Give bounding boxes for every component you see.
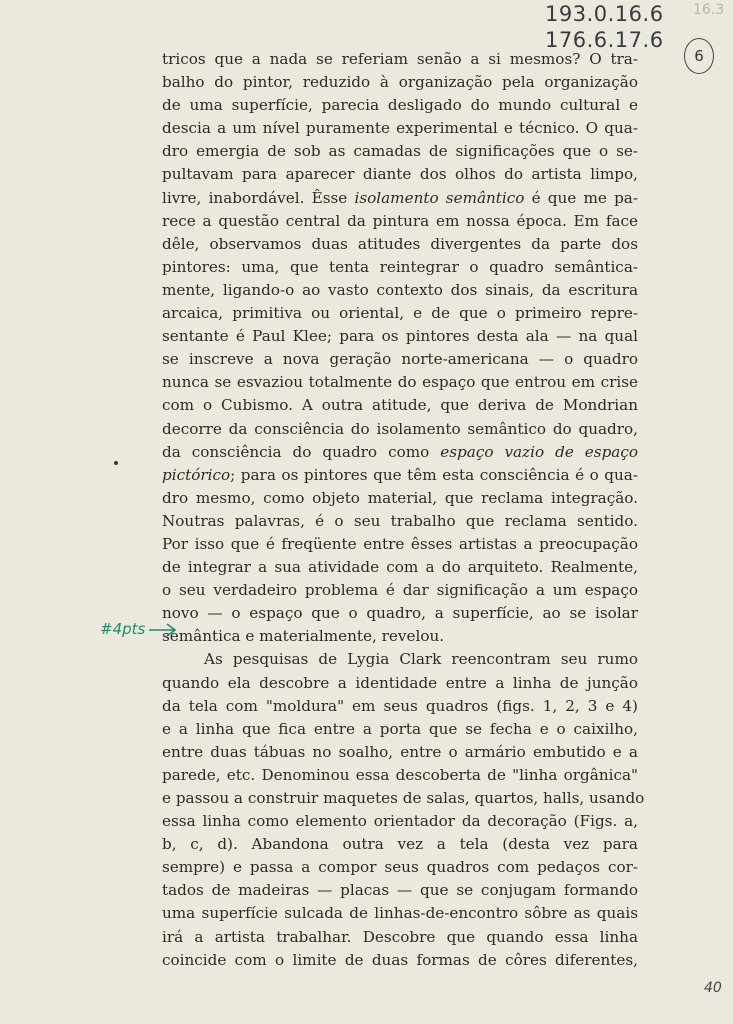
text-line: rece a questão central da pintura em nossa época. Em face xyxy=(162,211,638,230)
text-line: tricos que a nada se referiam senão a si mesmos? O tra- xyxy=(162,50,638,68)
italic-phrase: isolamento semântico xyxy=(354,188,525,207)
text-line xyxy=(162,187,638,210)
text-line: decorre da consciência do isolamento semântico do quadro, xyxy=(162,419,638,438)
archive-code-2: 176.6.17.6 xyxy=(545,28,664,52)
text-segment: livre, inabordável. Êsse xyxy=(162,188,355,207)
text-line: tados de madeiras — placas — que se conjugam formando xyxy=(162,881,638,900)
text-line: novo — o espaço que o quadro, a superfície, ao se isolar xyxy=(162,604,638,623)
archive-code-1: 193.0.16.6 xyxy=(545,2,664,26)
text-line: pintores: uma, que tenta reintegrar o quadro semântica- xyxy=(162,257,638,276)
page-number: 6 xyxy=(694,47,704,65)
text-line: e a linha que fica entre a porta que se fecha e o caixilho, xyxy=(162,719,638,738)
text-segment: ; para os pintores que têm esta consciência é o qua- xyxy=(230,465,638,484)
text-line: quando ela descobre a identidade entre a linha de junção xyxy=(162,673,638,692)
text-line xyxy=(162,441,638,464)
text-line: de integrar a sua atividade com a do arquiteto. Realmente, xyxy=(162,558,638,577)
text-line: coincide com o limite de duas formas de côres diferentes, xyxy=(162,950,638,969)
text-line: o seu verdadeiro problema é dar significação a um espaço xyxy=(162,581,638,600)
faint-stamp: 16.3 xyxy=(693,2,725,18)
text-line: e passou a construir maquetes de salas, quartos, halls, usando xyxy=(162,789,645,807)
text-line: arcaica, primitiva ou oriental, e de que o primeiro repre- xyxy=(162,304,638,323)
text-line: sempre) e passa a compor seus quadros com pedaços cor- xyxy=(162,858,638,877)
text-line: As pesquisas de Lygia Clark reencontram seu rumo xyxy=(204,650,638,669)
italic-phrase: espaço vazio de espaço xyxy=(440,442,639,461)
text-line xyxy=(162,464,638,487)
text-line: descia a um nível puramente experimental e técnico. O qua- xyxy=(162,119,638,138)
text-line: nunca se esvaziou totalmente do espaço que entrou em crise xyxy=(162,373,638,392)
text-line: de uma superfície, parecia desligado do mundo cultural e xyxy=(162,96,638,115)
text-line: dêle, observamos duas atitudes divergentes da parte dos xyxy=(162,234,638,253)
circled-page-number xyxy=(684,38,714,74)
margin-note: #4pts xyxy=(100,620,146,638)
margin-dot xyxy=(114,461,118,465)
text-line: uma superfície sulcada de linhas-de-encontro sôbre as quais xyxy=(162,904,638,923)
text-line: dro mesmo, como objeto material, que reclama integração. xyxy=(162,488,638,507)
text-line: b, c, d). Abandona outra vez a tela (desta vez para xyxy=(162,835,638,854)
text-segment: da consciência do quadro como xyxy=(162,442,441,461)
text-line: com o Cubismo. A outra atitude, que deriva de Mondrian xyxy=(162,396,638,415)
folio-number: 40 xyxy=(704,980,722,996)
text-line: Por isso que é freqüente entre êsses artistas a preocupação xyxy=(162,534,638,553)
text-line: essa linha como elemento orientador da decoração (Figs. a, xyxy=(162,812,638,831)
italic-phrase: pictórico xyxy=(162,465,231,484)
text-line: entre duas tábuas no soalho, entre o armário embutido e a xyxy=(162,742,638,761)
text-line: se inscreve a nova geração norte-americana — o quadro xyxy=(162,350,638,369)
text-segment: é que me pa- xyxy=(524,188,638,207)
text-line: parede, etc. Denominou essa descoberta de "linha orgânica" xyxy=(162,765,638,784)
text-line: sentante é Paul Klee; para os pintores desta ala — na qual xyxy=(162,327,638,346)
text-line: da tela com "moldura" em seus quadros (figs. 1, 2, 3 e 4) xyxy=(162,696,638,715)
text-line: balho do pintor, reduzido à organização pela organização xyxy=(162,73,638,92)
text-line: dro emergia de sob as camadas de significações que o se- xyxy=(162,142,638,161)
text-line: irá a artista trabalhar. Descobre que quando essa linha xyxy=(162,927,638,946)
text-line: Noutras palavras, é o seu trabalho que reclama sentido. xyxy=(162,511,638,530)
text-line: mente, ligando-o ao vasto contexto dos sinais, da escritura xyxy=(162,280,638,299)
text-line: semântica e materialmente, revelou. xyxy=(162,627,445,646)
text-line: pultavam para aparecer diante dos olhos do artista limpo, xyxy=(162,165,638,184)
body-text xyxy=(162,48,645,972)
